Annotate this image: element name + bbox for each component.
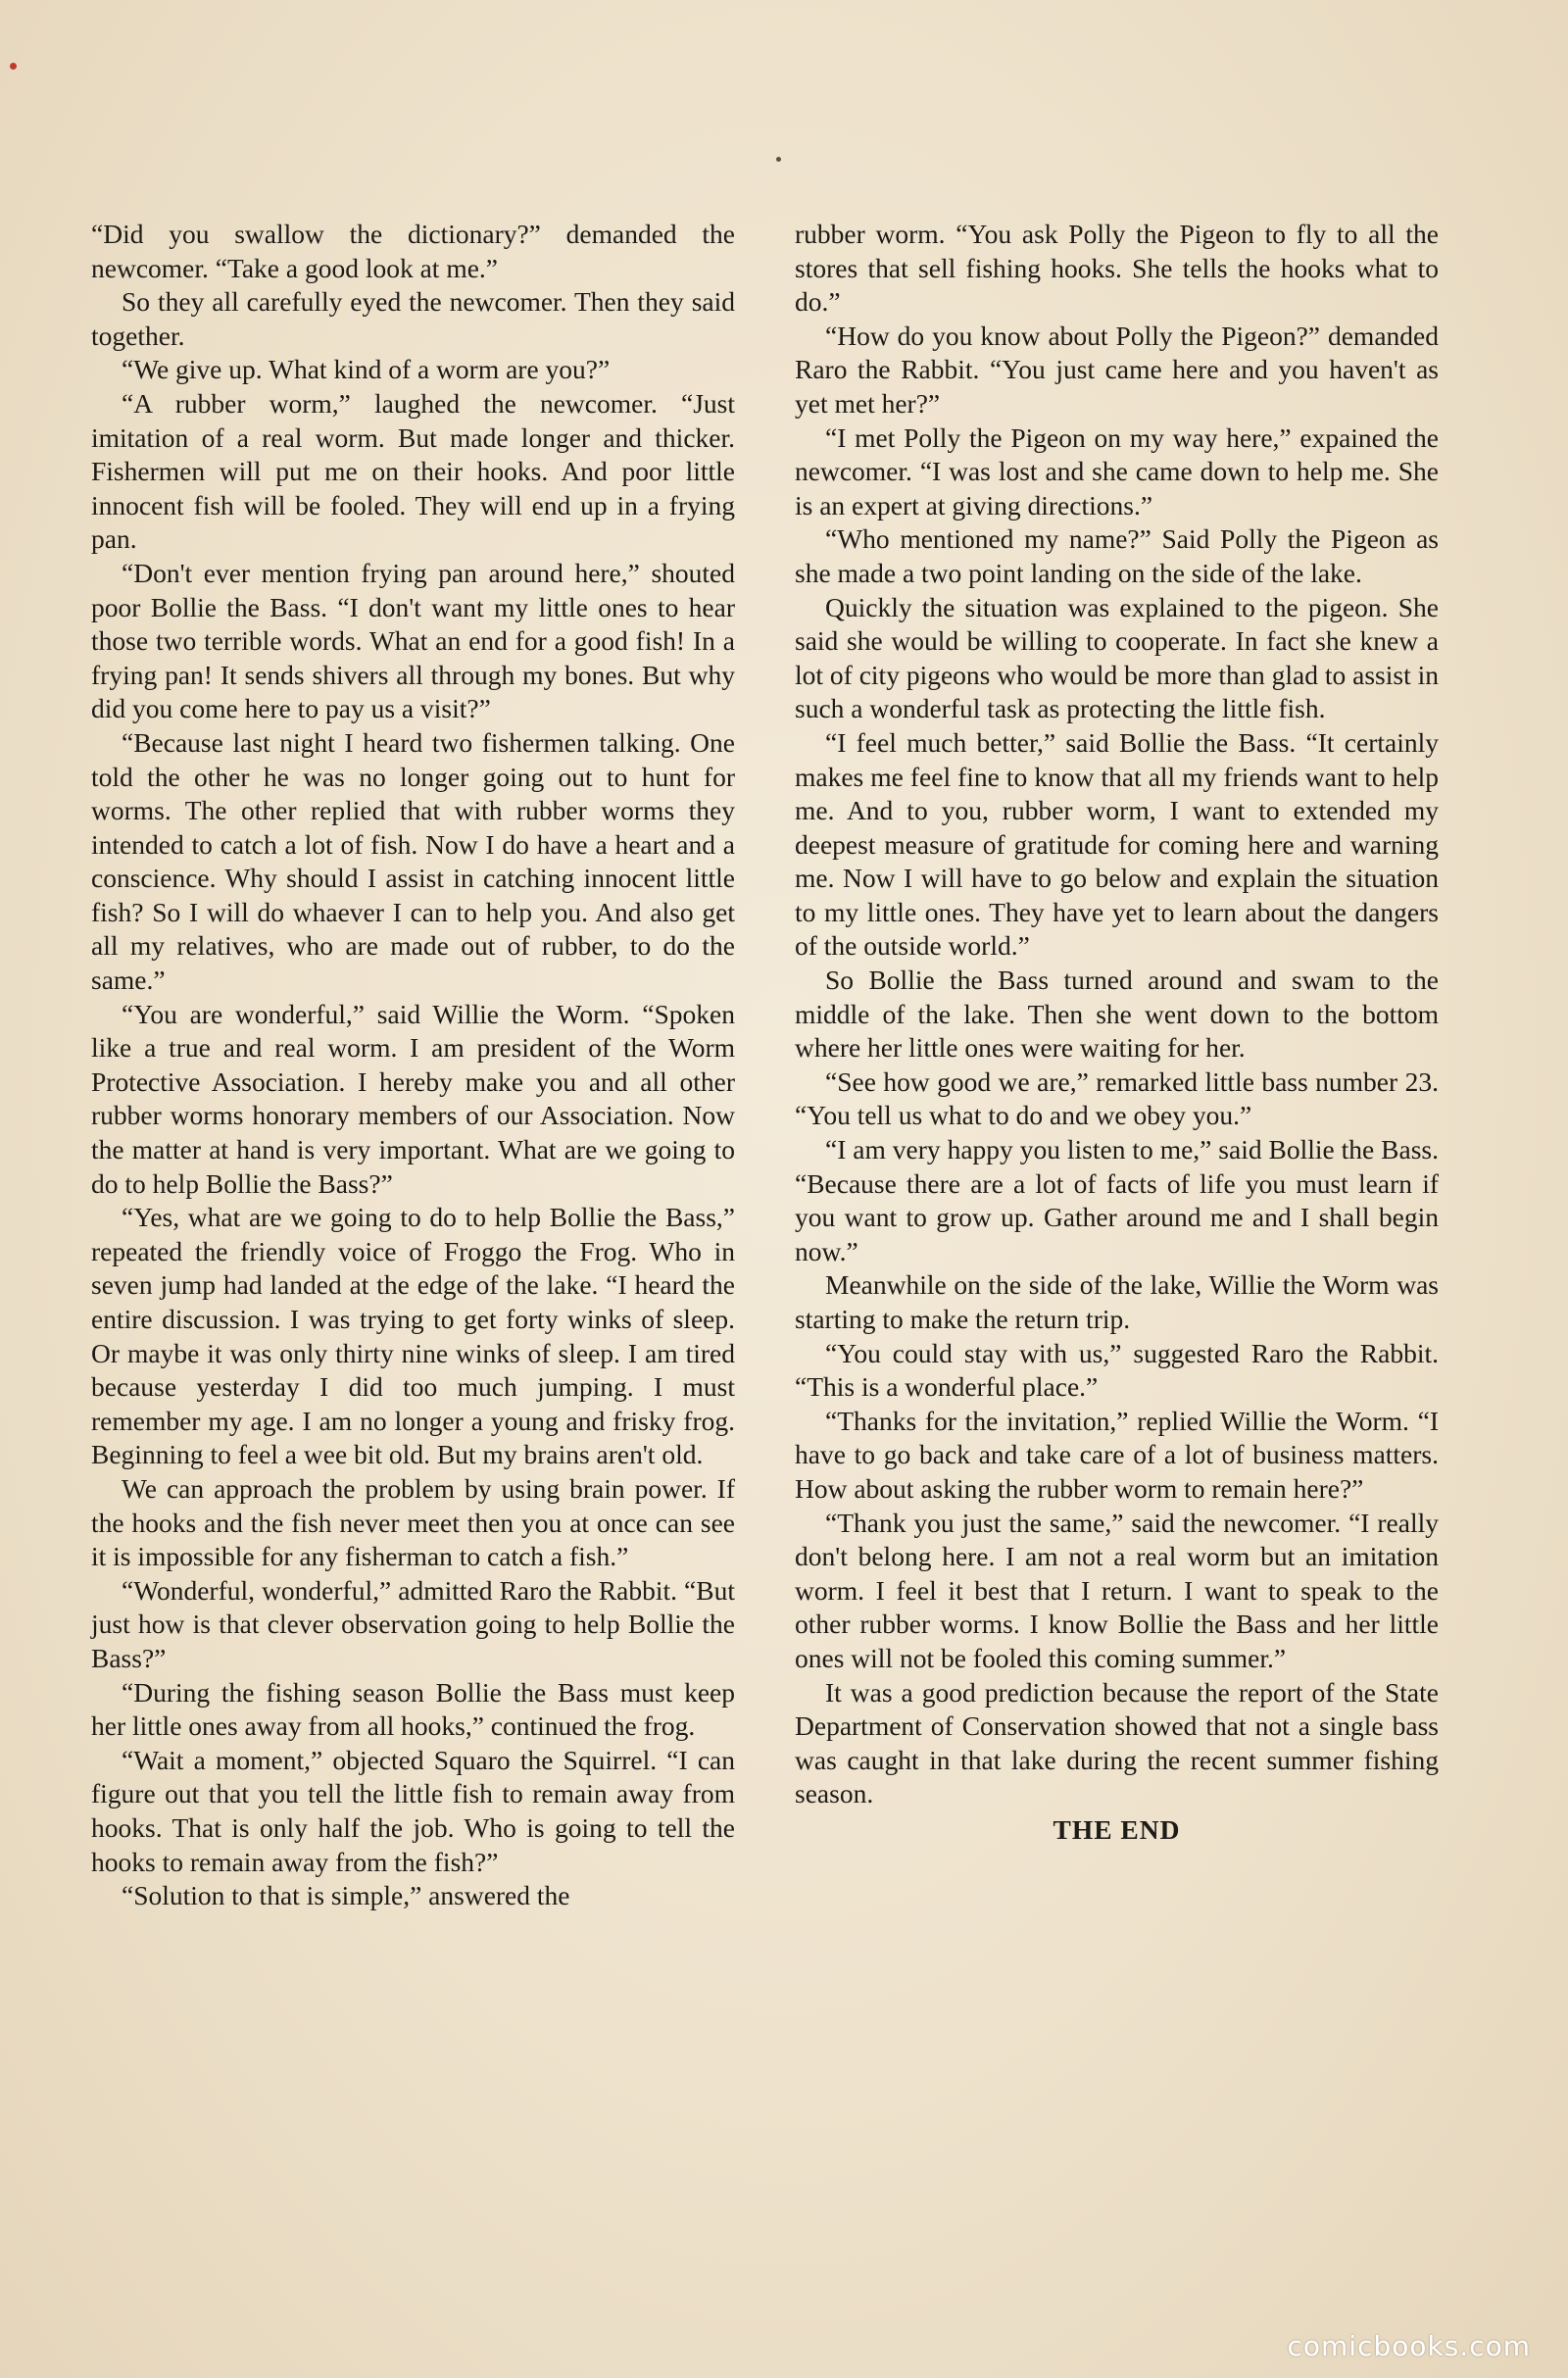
paragraph: “You could stay with us,” suggested Raro the Rabbit. “This is a wonderful place.” bbox=[795, 1337, 1439, 1403]
paragraph: “See how good we are,” remarked little bass number 23. “You tell us what to do and we obey you.” bbox=[795, 1065, 1439, 1131]
paragraph: So they all carefully eyed the newcomer. Then they said together. bbox=[91, 286, 735, 351]
paragraph: “Thanks for the invitation,” replied Willie the Worm. “I have to go back and take care of a lot of business matters. How about asking the rubber worm to remain here?” bbox=[795, 1405, 1439, 1504]
paragraph: “You are wonderful,” said Willie the Worm. “Spoken like a true and real worm. I am president of the Worm Protective Association. I hereby make you and all other rubber worms honorary members of our Association. Now the matter at hand is very important. What are we going to do to help Bollie the Bass?” bbox=[91, 998, 735, 1199]
paragraph: We can approach the problem by using brain power. If the hooks and the fish never meet then you at once can see it is impossible for any fisherman to catch a fish.” bbox=[91, 1472, 735, 1572]
watermark: comicbooks.com bbox=[1287, 2330, 1531, 2362]
paragraph: “Don't ever mention frying pan around here,” shouted poor Bollie the Bass. “I don't want my little ones to hear those two terrible words. What an end for a good fish! In a frying pan! It sends shivers all through my bones. But why did you come here to pay us a visit?” bbox=[91, 557, 735, 724]
paragraph: Meanwhile on the side of the lake, Willie the Worm was starting to make the return trip. bbox=[795, 1269, 1439, 1334]
paragraph: “Wonderful, wonderful,” admitted Raro the Rabbit. “But just how is that clever observation going to help Bollie the Bass?” bbox=[91, 1574, 735, 1673]
paragraph: “Because last night I heard two fishermen talking. One told the other he was no longer going out to hunt for worms. The other replied that with rubber worms they intended to catch a lot of fish. Now I do have a heart and a conscience. Why should I assist in catching innocent little fish? So I will do whaever I can to help you. And also get all my relatives, who are made out of rubber, to do the same.” bbox=[91, 726, 735, 996]
paragraph: “I am very happy you listen to me,” said Bollie the Bass. “Because there are a lot of facts of life you must learn if you want to grow up. Gather around me and I shall begin now.” bbox=[795, 1134, 1439, 1266]
paragraph: “I feel much better,” said Bollie the Bass. “It certainly makes me feel fine to know that all my friends want to help me. And to you, rubber worm, I want to extended my deepest measure of gratitude for coming here and warning me. Now I will have to go below and explain the situation to my little ones. They have yet to learn about the dangers of the outside world.” bbox=[795, 726, 1439, 962]
paragraph: So Bollie the Bass turned around and swam to the middle of the lake. Then she went down to the bottom where her little ones were waiting for her. bbox=[795, 965, 1439, 1064]
paragraph: “Yes, what are we going to do to help Bollie the Bass,” repeated the friendly voice of Froggo the Frog. Who in seven jump had landed at the edge of the lake. “I heard the entire discussion. I was trying to get forty winks of sleep. Or maybe it was only thirty nine winks of sleep. I am tired because yesterday I did too much jumping. I must remember my age. I am no longer a young and frisky frog. Beginning to feel a wee bit old. But my brains aren't old. bbox=[91, 1202, 735, 1470]
story-column-left bbox=[91, 218, 735, 1913]
paragraph: “During the fishing season Bollie the Bass must keep her little ones away from all hooks,” continued the frog. bbox=[91, 1676, 735, 1742]
paragraph: “Did you swallow the dictionary?” demanded the newcomer. “Take a good look at me.” bbox=[91, 219, 735, 283]
paragraph: Quickly the situation was explained to the pigeon. She said she would be willing to cooperate. In fact she knew a lot of city pigeons who would be more than glad to assist in such a wonderful task as protecting the little fish. bbox=[795, 591, 1439, 724]
red-ink-speck bbox=[10, 63, 17, 70]
paragraph: “We give up. What kind of a worm are you?” bbox=[122, 354, 611, 385]
paragraph: rubber worm. “You ask Polly the Pigeon to fly to all the stores that sell fishing hooks. She tells the hooks what to do.” bbox=[795, 219, 1439, 318]
paragraph: It was a good prediction because the report of the State Department of Conservation showed that not a single bass was caught in that lake during the recent summer fishing season. bbox=[795, 1676, 1439, 1809]
story-column-right bbox=[795, 218, 1439, 1848]
paragraph: “Solution to that is simple,” answered the bbox=[122, 1880, 570, 1911]
paragraph: “Thank you just the same,” said the newcomer. “I really don't belong here. I am not a real worm but an imitation worm. I feel it best that I return. I want to speak to the other rubber worms. I know Bollie the Bass and her little ones will not be fooled this coming summer.” bbox=[795, 1507, 1439, 1673]
ink-speck bbox=[776, 157, 781, 162]
paragraph: “A rubber worm,” laughed the newcomer. “Just imitation of a real worm. But made longer and thicker. Fishermen will put me on their hooks. And poor little innocent fish will be fooled. They will end up in a frying pan. bbox=[91, 387, 735, 555]
paragraph: “I met Polly the Pigeon on my way here,” expained the newcomer. “I was lost and she came down to help me. She is an expert at giving directions.” bbox=[795, 421, 1439, 520]
paragraph: “How do you know about Polly the Pigeon?” demanded Raro the Rabbit. “You just came here and you haven't as yet met her?” bbox=[795, 320, 1439, 419]
paragraph: “Who mentioned my name?” Said Polly the Pigeon as she made a two point landing on the side of the lake. bbox=[795, 523, 1439, 588]
the-end-label: THE END bbox=[1053, 1813, 1181, 1845]
paragraph: “Wait a moment,” objected Squaro the Squirrel. “I can figure out that you tell the little fish to remain away from hooks. That is only half the job. Who is going to tell the hooks to remain away from the fish?” bbox=[91, 1744, 735, 1877]
